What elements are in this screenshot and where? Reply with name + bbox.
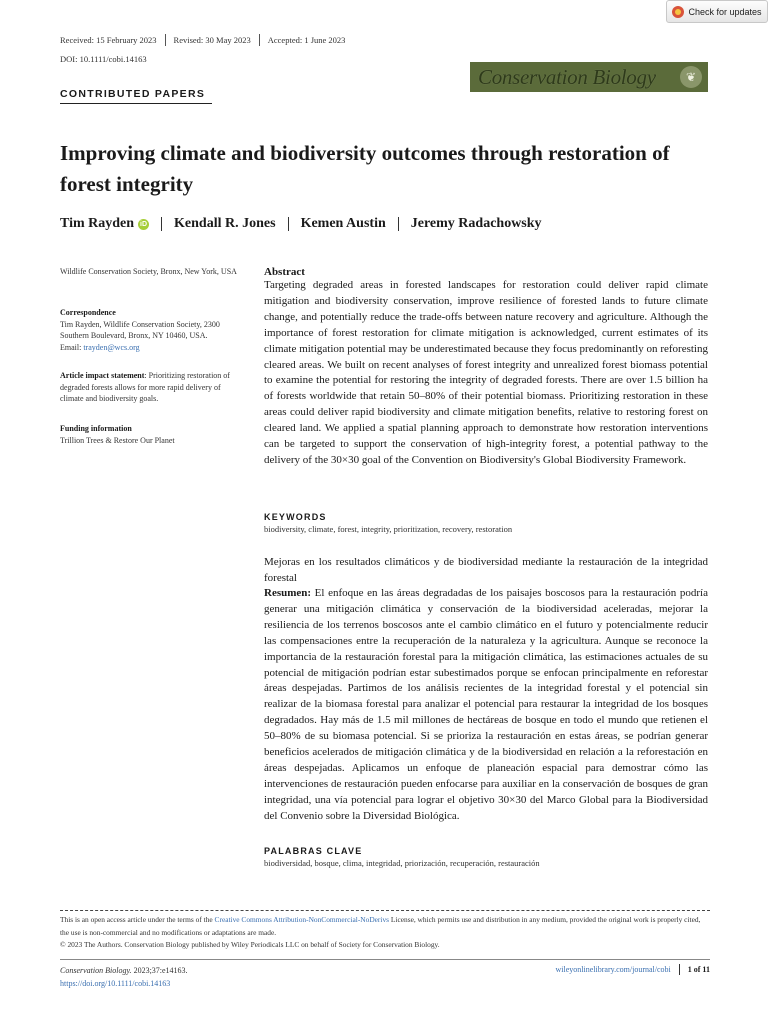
divider [259, 34, 260, 46]
accepted-date: Accepted: 1 June 2023 [267, 35, 346, 45]
society-leaf-icon: ❦ [680, 66, 702, 88]
citation-block [60, 964, 188, 990]
affiliation: Wildlife Conservation Society, Bronx, New York, USA [60, 267, 237, 276]
section-underline [60, 103, 212, 104]
footer-divider [60, 959, 710, 960]
keywords-list: biodiversity, climate, forest, integrity, prioritization, recovery, restoration [264, 524, 513, 534]
crossmark-icon [672, 6, 684, 18]
author-name[interactable]: Jeremy Radachowsky [410, 216, 542, 231]
revised-date: Revised: 30 May 2023 [173, 35, 251, 45]
journal-url-link[interactable]: wileyonlinelibrary.com/journal/cobi [555, 965, 671, 974]
palabras-clave-heading: PALABRAS CLAVE [264, 846, 363, 856]
citation-journal: Conservation Biology. [60, 966, 132, 975]
section-label: CONTRIBUTED PAPERS [60, 88, 206, 100]
footer-divider-bar [679, 964, 680, 975]
email-label: Email: [60, 342, 82, 352]
divider [165, 34, 166, 46]
abstract-heading: Abstract [264, 266, 305, 278]
footer-right [470, 964, 710, 975]
citation-volume: 2023;37:e14163. [131, 966, 188, 975]
received-date: Received: 15 February 2023 [60, 35, 157, 45]
license-part: This is an open access article under the terms of the [60, 915, 215, 924]
spanish-title: Mejoras en los resultados climáticos y de biodiversidad mediante la restauración de la integridad forestal [264, 556, 708, 584]
copyright-line: © 2023 The Authors. Conservation Biology published by Wiley Periodicals LLC on behalf of Society for Conservation Biology. [60, 940, 440, 949]
journal-logo-text: Conservation Biology [478, 64, 656, 89]
keywords-heading: KEYWORDS [264, 512, 327, 522]
check-for-updates-button[interactable] [666, 0, 768, 23]
spanish-abstract [264, 586, 708, 825]
impact-text: : Prioritizing restoration of degraded forests allows for more rapid delivery of climate and biodiversity goals. [60, 371, 230, 403]
orcid-icon[interactable]: iD [140, 220, 148, 228]
correspondence-address: Tim Rayden, Wildlife Conservation Society, 2300 Southern Boulevard, Bronx, NY 10460, USA. [60, 319, 220, 340]
correspondence-block [60, 307, 242, 353]
email-link[interactable]: trayden@wcs.org [83, 342, 140, 352]
author-list [60, 216, 542, 232]
author-name[interactable]: Kemen Austin [300, 216, 386, 231]
license-part: License, which permits use and distribution in any medium, provided the original work is properly cited, the use is non-commercial and no modifications or adaptations are made. [60, 915, 701, 937]
doi-link[interactable]: https://doi.org/10.1111/cobi.14163 [60, 979, 171, 988]
resumen-text: El enfoque en las áreas degradadas de los paisajes boscosos para la restauración podría generar una mitigación climática y conservación de la biodiversidad aceleradas, mejorar la resiliencia de los terrenos boscosos ante el cambio climático en el futuro y potencialmente reducir las compensaciones entre la recuperación de la naturaleza y la agricultura. Aunque se reconoce la importancia de la restauración forestal para la mitigación climática, las estimaciones actuales de su potencial de mitigación podrían estar subestimados porque se enfocan principalmente en reforestar áreas despejadas. Partimos de los análisis recientes de la integridad forestal y el potencial sin realizar de la biomasa forestal para analizar el potencial para restaurar la integridad de los bosques degradados. Hay más de 1.5 mil millones de hectáreas de bosque en todo el mundo que retienen el 50–80% de su biomasa potencial. Si se prioriza la restauración en estas áreas, se podrían generar beneficios acelerados de mitigación climática y de la biodiversidad en relación a la reforestación en áreas despejadas. Aplicamos un enfoque de planeación espacial para demostrar cómo las intervenciones de restauración pueden enfocarse para auxiliar en la conservación de bosques de gran integridad, una vía potencial para lograr el objetivo 30×30 del Marco Global para la Biodiversidad del Convenio sobre la Diversidad Biológica. [264, 587, 708, 822]
author-name[interactable]: Tim Rayden [60, 216, 135, 231]
impact-heading: Article impact statement [60, 371, 145, 380]
cc-license-link[interactable]: Creative Commons Attribution-NonCommercial-NoDerivs [214, 915, 390, 924]
author-name[interactable]: Kendall R. Jones [174, 216, 276, 231]
journal-logo[interactable] [470, 62, 708, 92]
correspondence-heading: Correspondence [60, 308, 116, 317]
article-title: Improving climate and biodiversity outcomes through restoration of forest integrity [60, 141, 670, 196]
license-divider [60, 910, 710, 911]
resumen-label: Resumen: [264, 587, 312, 599]
page-number: 1 of 11 [687, 965, 710, 974]
funding-heading: Funding information [60, 424, 132, 433]
author-divider [398, 217, 399, 231]
article-history [60, 34, 345, 46]
funding-text: Trillion Trees & Restore Our Planet [60, 435, 175, 445]
abstract-text: Targeting degraded areas in forested landscapes for restoration could deliver rapid climate mitigation and biodiversity conservation, improve resilience of forested lands to future climate change, and potentially reduce the trade-offs between nature recovery and agriculture. Although the importance of forest restoration for climate mitigation is acknowledged, current estimates of its climate mitigation potential may be underestimated because they focus predominantly on reforesting cleared areas. We built on recent analyses of forest integrity and unrealized forest biomass potential to examine the potential for restoring the integrity of degraded forests. There are over 1.5 billion ha of forests worldwide that retain 50–80% of their potential biomass. Prioritizing restoration in these areas could deliver rapid biodiversity and climate mitigation benefits, relative to restoring forest on cleared land. We applied a spatial planning approach to demonstrate how restoration interventions can be targeted to support the conservation of high-integrity forest, a potential pathway to the delivery of the 30×30 goal of the Convention on Biodiversity's Global Biodiversity Framework. [264, 279, 708, 466]
license-text [60, 914, 710, 952]
check-for-updates-label: Check for updates [688, 6, 762, 17]
palabras-clave-list: biodiversidad, bosque, clima, integridad, priorización, recuperación, restauración [264, 858, 540, 868]
author-divider [288, 217, 289, 231]
author-divider [161, 217, 162, 231]
impact-statement [60, 370, 242, 405]
article-doi: DOI: 10.1111/cobi.14163 [60, 54, 147, 64]
funding-block [60, 423, 242, 446]
